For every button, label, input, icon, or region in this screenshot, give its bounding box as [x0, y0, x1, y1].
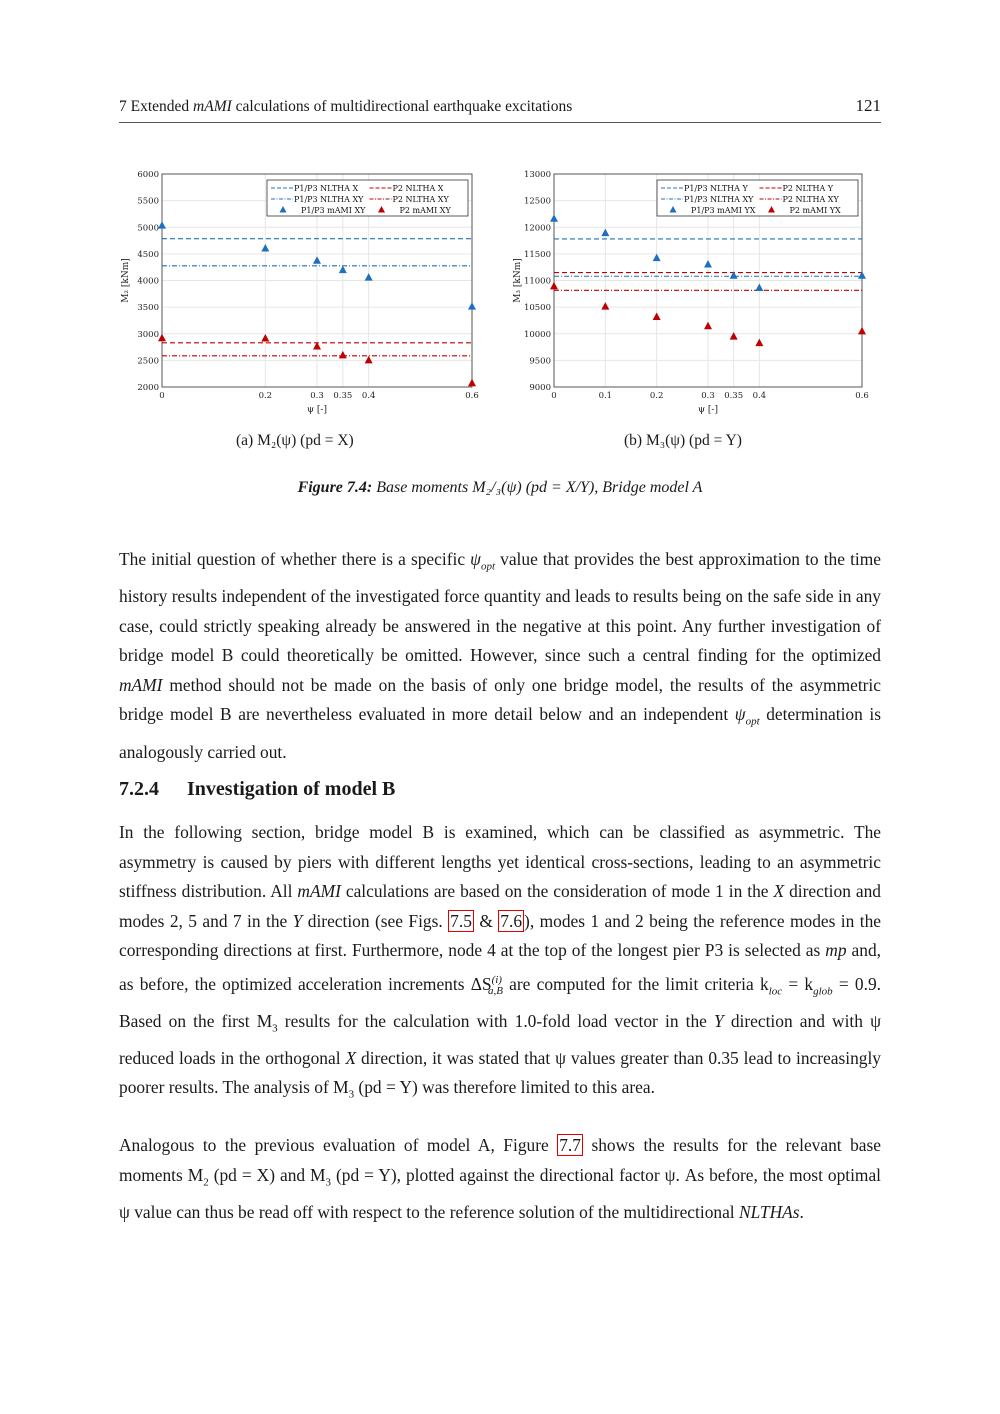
chart-m2-plot: [119, 165, 489, 425]
y-tick-label: 11500: [523, 249, 551, 260]
triangle-marker-icon: [261, 334, 269, 342]
legend-entry: P1/P3 NLTHA X: [294, 184, 359, 193]
y-tick-label: 9500: [529, 356, 551, 367]
x-tick-label: 0.35: [724, 391, 744, 401]
triangle-marker-icon: [365, 273, 373, 281]
x-tick-label: 0.4: [752, 391, 767, 401]
triangle-marker-icon: [158, 334, 166, 342]
triangle-marker-icon: [704, 322, 712, 330]
triangle-marker-icon: [858, 327, 866, 335]
subcaption-b: (b) M₃(ψ) (pd = Y): [624, 432, 742, 449]
x-axis-label: ψ [-]: [307, 405, 327, 415]
triangle-marker-icon: [468, 379, 476, 387]
y-tick-label: 5000: [137, 223, 159, 234]
x-tick-label: 0: [159, 391, 165, 401]
chart-m3: [509, 165, 881, 425]
triangle-marker-icon: [313, 256, 321, 264]
y-axis-label: M₂ [kNm]: [121, 258, 131, 303]
x-tick-label: 0.1: [598, 391, 613, 401]
y-tick-label: 11000: [523, 276, 551, 287]
x-tick-label: 0.4: [361, 391, 376, 401]
triangle-marker-icon: [468, 302, 476, 310]
figure-link-7-5[interactable]: 7.5: [450, 910, 472, 931]
x-tick-label: 0.2: [258, 391, 273, 401]
triangle-marker-icon: [550, 282, 558, 290]
y-tick-label: 4500: [137, 249, 159, 260]
y-tick-label: 3000: [137, 329, 159, 340]
triangle-marker-icon: [339, 266, 347, 274]
legend-entry: P2 mAMI XY: [399, 206, 451, 215]
figure-link-7-7[interactable]: 7.7: [559, 1135, 581, 1155]
figure-link-7-6[interactable]: 7.6: [500, 910, 523, 931]
y-tick-label: 9000: [529, 383, 551, 393]
x-tick-label: 0.6: [465, 391, 479, 401]
y-tick-label: 10000: [523, 329, 551, 340]
page-number: 121: [855, 96, 881, 115]
chart-m2: [119, 165, 489, 425]
y-tick-label: 6000: [137, 170, 159, 180]
y-tick-label: 4000: [137, 276, 159, 287]
legend-entry: P1/P3 NLTHA Y: [684, 184, 748, 193]
y-tick-label: 13000: [523, 170, 551, 180]
legend-entry: P2 mAMI YX: [789, 206, 841, 215]
triangle-marker-icon: [365, 356, 373, 364]
triangle-marker-icon: [755, 339, 763, 347]
x-axis-label: ψ [-]: [698, 405, 718, 415]
paragraph-1: The initial question of whether there is a specific $\psi_{opt}$ value that provides the best approximation to the time history results independent of the investigated force quantity and leads to results being on the safe side in any case, could strictly speaking already be answered in the negative at this point. Any further investigation of bridge model B could theoretically be omitted. However, since such a central finding for the optimized mAMI method should not be made on the basis of only one bridge model, the results of the asymmetric bridge model B are nevertheless evaluated in more detail below and an independent $\psi_{opt}$ determination is analogously carried out.: [119, 549, 881, 762]
subcaption-a: (a) M₂(ψ) (pd = X): [236, 432, 354, 449]
x-tick-label: 0.2: [649, 391, 664, 401]
y-tick-label: 2500: [137, 356, 159, 367]
paragraph-2: In the following section, bridge model B is examined, which can be classified as asymmetric. The asymmetry is caused by piers with different lengths yet identical cross-sections, leading to an asymmetric stiffness distribution. All mAMI calculations are based on the consideration of mode 1 in the X direction and modes 2, 5 and 7 in the Y direction (see Figs. 7.5 & 7.6 ), modes 1 and 2 being the reference modes in the corresponding directions at first. Furthermore, node 4 at the top of the longest pier P3 is selected as mp and, as before, the optimized acceleration increments $\Delta S^{(i)}_{a,B}$ are computed for the limit criteria $k_{loc} = k_{glob} = 0.9$. Based on the first $M_3$ results for the calculation with 1.0-fold load vector in the Y direction and with ψ reduced loads in the orthogonal X direction, it was stated that ψ values greater than 0.35 lead to increasingly poorer results. The analysis of $M_3$ (pd = Y) was therefore limited to this area.: [119, 822, 882, 1101]
figure-caption: Figure 7.4: Base moments M₂/₃(ψ) (pd = X/Y), Bridge model A: [297, 479, 703, 496]
paragraph-3: Analogous to the previous evaluation of model A, Figure 7.7 shows the results for the relevant base moments $M_2$ (pd = X) and $M_3$ (pd = Y), plotted against the directional factor ψ. As before, the most optimal ψ value can thus be read off with respect to the reference solution of the multidirectional NLTHAs.: [119, 1135, 882, 1222]
x-tick-label: 0.3: [310, 391, 324, 401]
x-tick-label: 0: [551, 391, 557, 401]
y-axis-label: M₃ [kNm]: [513, 258, 523, 303]
y-tick-label: 12000: [523, 223, 551, 234]
chart-m3-plot: [509, 165, 881, 425]
legend-entry: P2 NLTHA X: [392, 184, 444, 193]
legend-entry: P1/P3 NLTHA XY: [684, 195, 754, 204]
legend-entry: P1/P3 mAMI YX: [691, 206, 756, 215]
triangle-marker-icon: [601, 229, 609, 237]
triangle-marker-icon: [261, 244, 269, 252]
triangle-marker-icon: [704, 260, 712, 268]
triangle-marker-icon: [653, 254, 661, 262]
triangle-marker-icon: [601, 302, 609, 310]
legend-entry: P1/P3 mAMI XY: [301, 206, 366, 215]
running-header: [119, 96, 881, 123]
triangle-marker-icon: [550, 214, 558, 222]
triangle-marker-icon: [653, 312, 661, 320]
legend-entry: P2 NLTHA XY: [782, 195, 839, 204]
triangle-marker-icon: [158, 221, 166, 229]
legend-entry: P1/P3 NLTHA XY: [294, 195, 364, 204]
y-tick-label: 12500: [523, 196, 551, 207]
y-tick-label: 2000: [137, 383, 159, 393]
triangle-marker-icon: [339, 351, 347, 359]
chapter-title: 7 Extended mAMI calculations of multidirectional earthquake excitations: [119, 98, 573, 115]
x-tick-label: 0.3: [701, 391, 715, 401]
x-tick-label: 0.6: [855, 391, 869, 401]
y-tick-label: 10500: [523, 303, 551, 314]
figure-7-4: [119, 165, 881, 425]
y-tick-label: 5500: [137, 196, 159, 207]
triangle-marker-icon: [755, 283, 763, 291]
section-heading: 7.2.4 Investigation of model B: [119, 778, 396, 800]
legend-entry: P2 NLTHA XY: [392, 195, 449, 204]
legend-entry: P2 NLTHA Y: [782, 184, 834, 193]
x-tick-label: 0.35: [333, 391, 353, 401]
y-tick-label: 3500: [137, 303, 159, 314]
